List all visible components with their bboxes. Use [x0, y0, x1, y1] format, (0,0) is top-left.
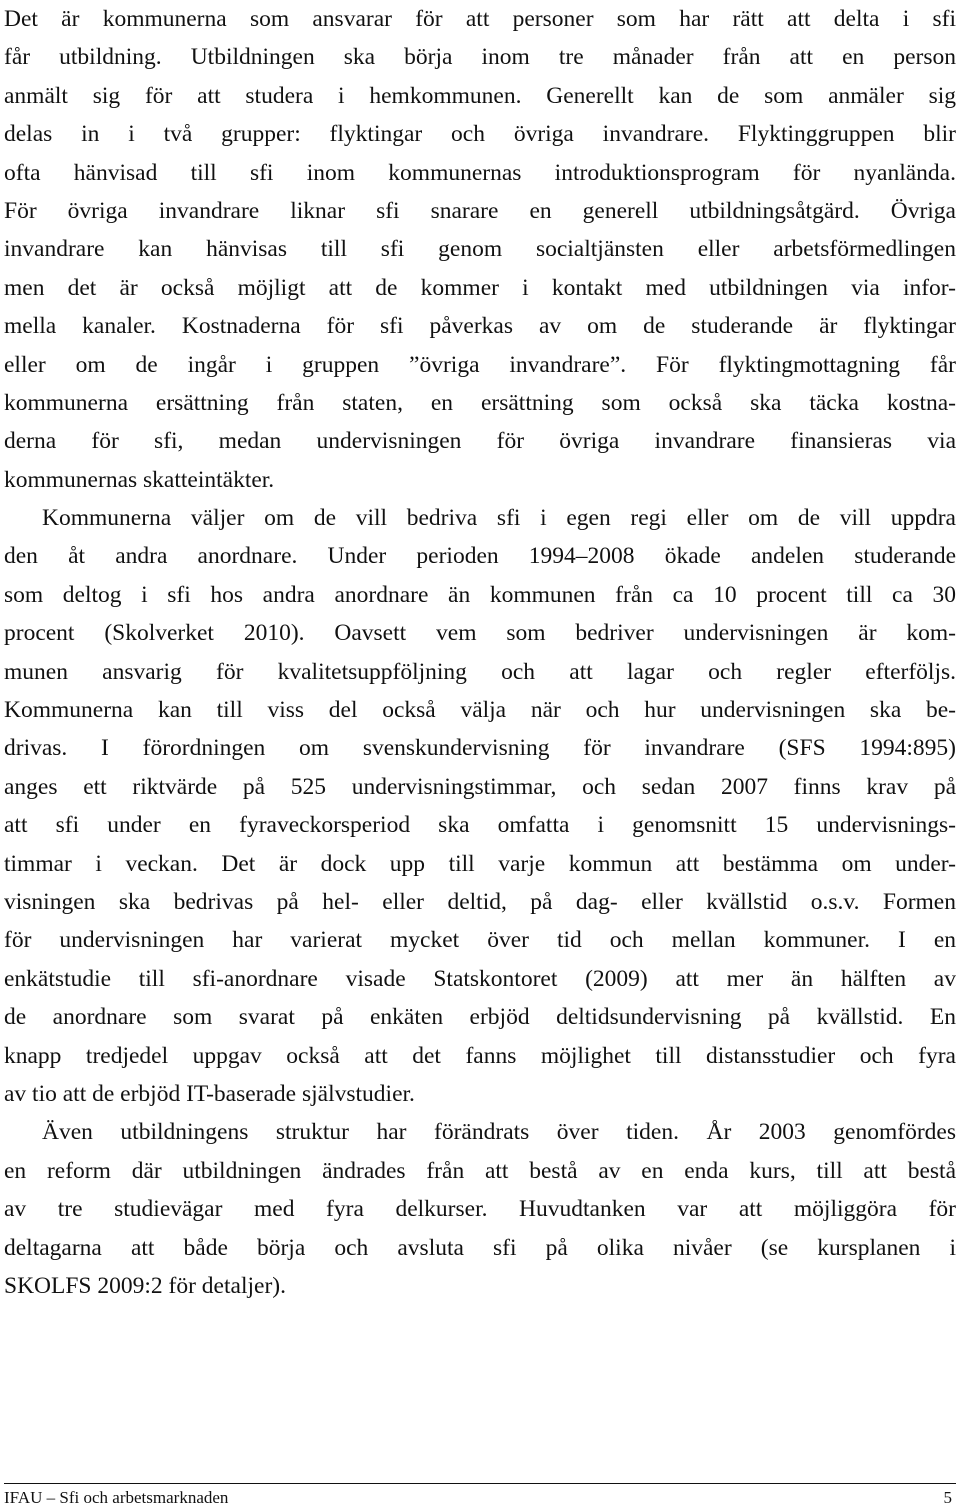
text-line: Kommunerna kan till viss del också välja när och hur undervisningen ska be- [4, 697, 956, 724]
text-line: de anordnare som svarat på enkäten erbjöd deltidsundervisning på kvällstid. En [4, 1004, 956, 1031]
text-line: enkätstudie till sfi-anordnare visade Statskontoret (2009) att mer än hälften av [4, 965, 956, 992]
text-line: invandrare kan hänvisas till sfi genom socialtjänsten eller arbetsförmedlingen [4, 236, 956, 263]
text-line: ofta hänvisad till sfi inom kommunernas introduktionsprogram för nyanlända. [4, 159, 956, 186]
text-line: av tio att de erbjöd IT-baserade självstudier. [4, 1080, 415, 1107]
paragraph-1 [4, 0, 956, 499]
text-line: derna för sfi, medan undervisningen för övriga invandrare finansieras via [4, 428, 956, 455]
text-line: SKOLFS 2009:2 för detaljer). [4, 1272, 286, 1299]
text-line: delas in i två grupper: flyktingar och övriga invandrare. Flyktinggruppen blir [4, 121, 956, 148]
text-line: anmält sig för att studera i hemkommunen. Generellt kan de som anmäler sig [4, 82, 956, 109]
text-line: Kommunerna väljer om de vill bedriva sfi i egen regi eller om de vill uppdra [42, 505, 956, 532]
text-line: Det är kommunerna som ansvarar för att personer som har rätt att delta i sfi [4, 6, 956, 32]
page-number: 5 [943, 1488, 952, 1507]
text-line: att sfi under en fyraveckorsperiod ska omfatta i genomsnitt 15 undervisnings- [4, 812, 956, 839]
paragraph-3 [4, 1113, 956, 1305]
footer-divider [4, 1483, 956, 1484]
text-line: Även utbildningens struktur har förändrats över tiden. År 2003 genomfördes [42, 1119, 956, 1146]
text-line: den åt andra anordnare. Under perioden 1994–2008 ökade andelen studerande [4, 543, 956, 570]
paragraph-2 [4, 499, 956, 1113]
text-line: får utbildning. Utbildningen ska börja inom tre månader från att en person [4, 44, 956, 71]
text-line: anges ett riktvärde på 525 undervisningstimmar, och sedan 2007 finns krav på [4, 773, 956, 800]
text-line: deltagarna att både börja och avsluta sfi på olika nivåer (se kursplanen i [4, 1234, 956, 1261]
text-line: kommunernas skatteintäkter. [4, 466, 275, 493]
text-line: knapp tredjedel uppgav också att det fanns möjlighet till distansstudier och fyra [4, 1042, 956, 1069]
text-line: av tre studievägar med fyra delkurser. Huvudtanken var att möjliggöra för [4, 1196, 956, 1223]
text-line: för undervisningen har varierat mycket över tid och mellan kommuner. I en [4, 927, 956, 954]
text-line: procent (Skolverket 2010). Oavsett vem som bedriver undervisningen är kom- [4, 620, 956, 647]
text-line: som deltog i sfi hos andra anordnare än kommunen från ca 10 procent till ca 30 [4, 581, 956, 608]
text-line: eller om de ingår i gruppen ”övriga invandrare”. För flyktingmottagning får [4, 351, 956, 378]
text-line: kommunerna ersättning från staten, en ersättning som också ska täcka kostna- [4, 389, 956, 416]
document-body [4, 0, 956, 1305]
text-line: drivas. I förordningen om svenskundervisning för invandrare (SFS 1994:895) [4, 735, 956, 762]
page-footer [4, 1488, 956, 1508]
text-line: munen ansvarig för kvalitetsuppföljning och att lagar och regler efterföljs. [4, 658, 956, 685]
text-line: visningen ska bedrivas på hel- eller deltid, på dag- eller kvällstid o.s.v. Formen [4, 888, 956, 915]
text-line: För övriga invandrare liknar sfi snarare en generell utbildningsåtgärd. Övriga [4, 197, 956, 224]
text-line: timmar i veckan. Det är dock upp till varje kommun att bestämma om under- [4, 850, 956, 877]
text-line: men det är också möjligt att de kommer i kontakt med utbildningen via infor- [4, 274, 956, 301]
text-line: en reform där utbildningen ändrades från att bestå av en enda kurs, till att bestå [4, 1157, 956, 1184]
text-line: mella kanaler. Kostnaderna för sfi påverkas av om de studerande är flyktingar [4, 313, 956, 340]
footer-publication-title: IFAU – Sfi och arbetsmarknaden [4, 1488, 229, 1507]
